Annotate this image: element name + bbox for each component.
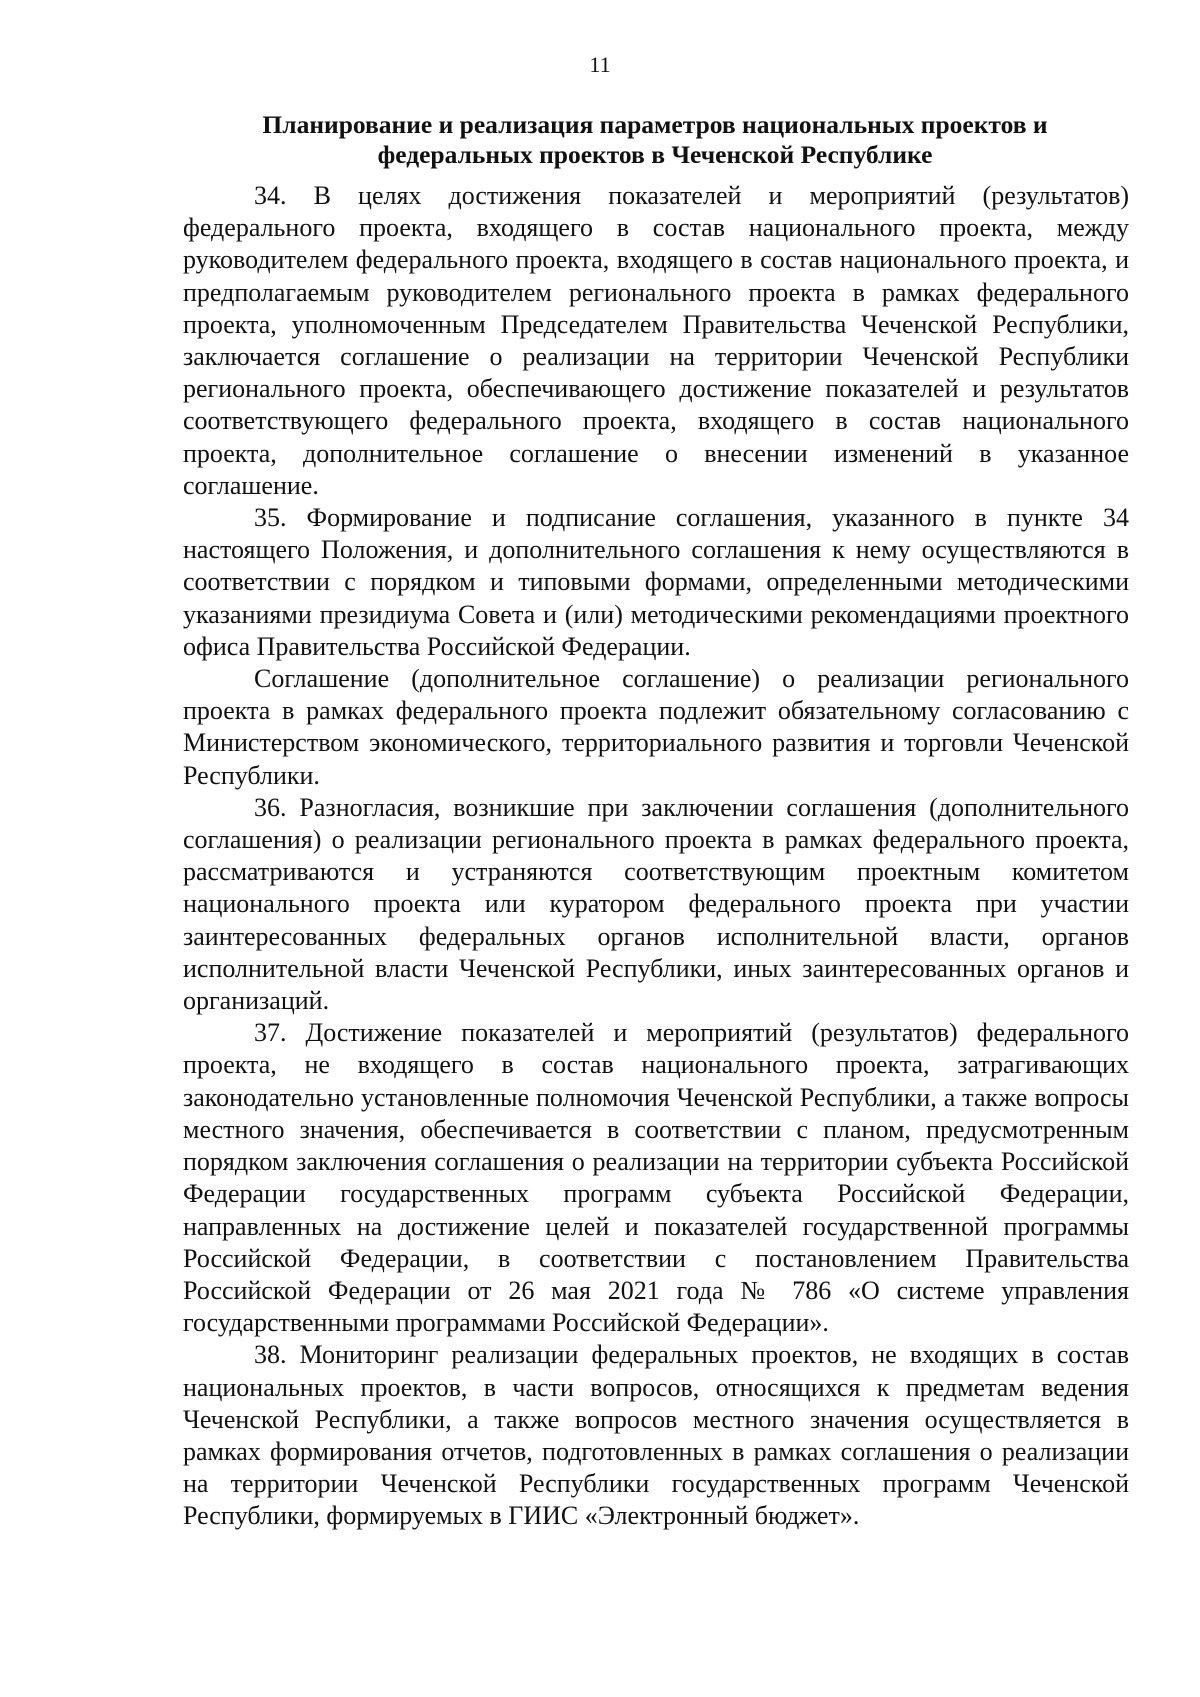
paragraph-35: 35. Формирование и подписание соглашения, указанного в пункте 34 настоящего Положения, и дополнительного соглашения к нему осуществляются в соответствии с порядком и типовыми формами, определенными методическими указаниями президиума Совета и (или) методическими рекомендациями проектного офиса Правительства Российской Федерации. [183, 503, 1129, 661]
paragraph-36: 36. Разногласия, возникшие при заключении соглашения (дополнительного соглашения) о реализации регионального проекта в рамках федерального проекта, рассматриваются и устраняются соответствующим проектным комитетом национального проекта или куратором федерального проекта при участии заинтересованных федеральных органов исполнительной власти, органов исполнительной власти Чеченской Республики, иных заинтересованных органов и организаций. [183, 792, 1129, 1016]
paragraph-38: 38. Мониторинг реализации федеральных проектов, не входящих в состав национальных проектов, в части вопросов, относящихся к предметам ведения Чеченской Республики, а также вопросов местного значения осуществляется в рамках формирования отчетов, подготовленных в рамках соглашения о реализации на территории Чеченской Республики государственных программ Чеченской Республики, формируемых в ГИИС «Электронный бюджет». [183, 1340, 1129, 1531]
paragraph-35-agreement-approval: Соглашение (дополнительное соглашение) о реализации регионального проекта в рамках федерального проекта подлежит обязательному согласованию с Министерством экономического, территориального развития и торговли Чеченской Республики. [183, 664, 1129, 790]
paragraph-37: 37. Достижение показателей и мероприятий (результатов) федерального проекта, не входящего в состав национального проекта, затрагивающих законодательно установленные полномочия Чеченской Республики, а также вопросы местного значения, обеспечивается в соответствии с планом, предусмотренным порядком заключения соглашения о реализации на территории субъекта Российской Федерации государственных программ субъекта Российской Федерации, направленных на достижение целей и показателей государственной программы Российской Федерации, в соответствии с постановлением Правительства Российской Федерации от 26 мая 2021 года № 786 «О системе управления государственными программами Российской Федерации». [183, 1018, 1129, 1338]
page-number: 11 [589, 52, 611, 77]
section-heading-line-2: федеральных проектов в Чеченской Республике [377, 140, 933, 169]
paragraph-34: 34. В целях достижения показателей и мероприятий (результатов) федерального проекта, входящего в состав национального проекта, между руководителем федерального проекта, входящего в состав национального проекта, и предполагаемым руководителем регионального проекта в рамках федерального проекта, уполномоченным Председателем Правительства Чеченской Республики, заключается соглашение о реализации на территории Чеченской Республики регионального проекта, обеспечивающего достижение показателей и результатов соответствующего федерального проекта, входящего в состав национального проекта, дополнительное соглашение о внесении изменений в указанное соглашение. [183, 181, 1129, 500]
section-heading [180, 110, 1130, 170]
document-body [183, 180, 1129, 1533]
section-heading-line-1: Планирование и реализация параметров национальных проектов и [262, 110, 1048, 139]
